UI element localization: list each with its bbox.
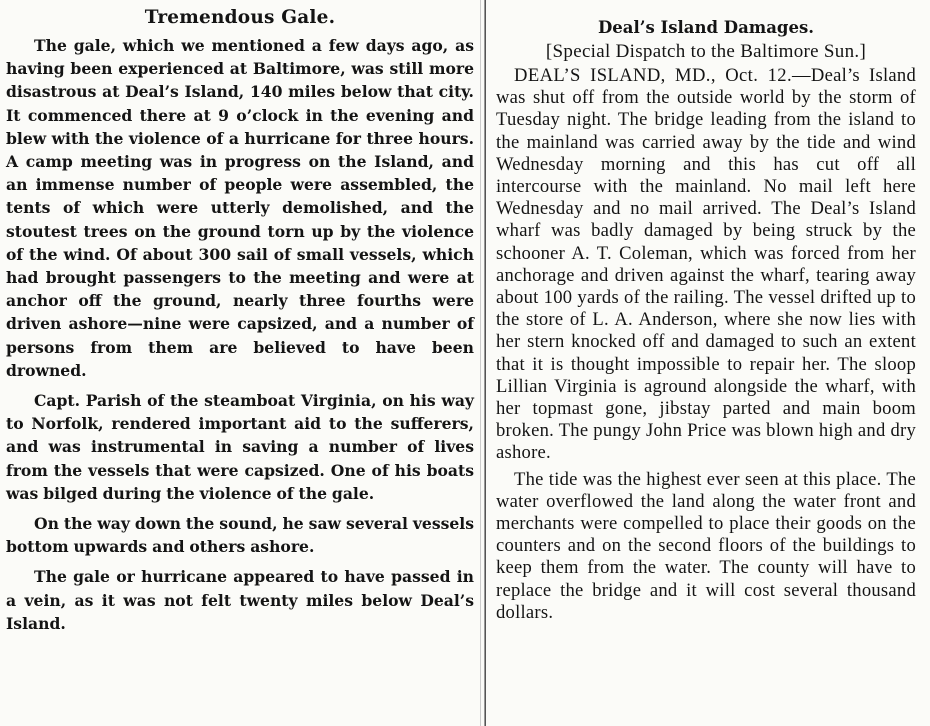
column-divider	[484, 0, 486, 726]
right-column	[488, 0, 930, 726]
left-paragraph-4: The gale or hurricane appeared to have passed in a vein, as it was not felt twenty miles below Deal’s Island.	[6, 567, 474, 633]
right-paragraph-1-body: —Deal’s Island was shut off from the outside world by the storm of Tuesday night. The bridge leading from the island to the mainland was carried away by the tide and wind Wednesday morning and this has cut off all intercourse with the mainland. No mail left here Wednesday and no mail arrived. The Deal’s Island wharf was badly damaged by being struck by the schooner A. T. Coleman, which was forced from her anchorage and driven against the wharf, tearing away about 100 yards of the railing. The vessel drifted up to the store of L. A. Anderson, where she now lies with her stern knocked off and damaged to such an extent that it is thought impossible to repair her. The sloop Lillian Virginia is aground alongside the wharf, with her topmast gone, jibstay parted and main boom broken. The pungy John Price was blown high and dry ashore.	[496, 65, 916, 464]
left-paragraph-3: On the way down the sound, he saw several vessels bottom upwards and others ashore.	[6, 514, 474, 557]
column-rule-shadow	[480, 0, 481, 726]
article-title-deals-island-damages: Deal’s Island Damages.	[597, 18, 814, 37]
dateline: DEAL’S ISLAND, MD., Oct. 12.	[514, 65, 793, 86]
dispatch-credit: [Special Dispatch to the Baltimore Sun.]	[545, 41, 867, 62]
left-paragraph-2: Capt. Parish of the steamboat Virginia, on his way to Norfolk, rendered important aid to the sufferers, and was instrumental in saving a number of lives from the vessels that were capsized. One of his boats was bilged during the violence of the gale.	[6, 391, 474, 503]
right-paragraph-2: The tide was the highest ever seen at this place. The water overflowed the land along the water front and merchants were compelled to place their goods on the counters and on the second floors of the buildings to keep them from the water. The county will have to replace the bridge and it will cost several thousand dollars.	[496, 468, 916, 623]
right-paragraph-1	[496, 65, 916, 465]
article-title-tremendous-gale: Tremendous Gale.	[144, 7, 336, 28]
left-paragraph-1: The gale, which we mentioned a few days ago, as having been experienced at Baltimore, was still more disastrous at Deal’s Island, 140 miles below that city. It commenced there at 9 o’clock in the evening and blew with the violence of a hurricane for three hours. A camp meeting was in progress on the Island, and an immense number of people were assembled, the tents of which were utterly demolished, and the stoutest trees on the ground torn up by the violence of the wind. Of about 300 sail of small vessels, which had brought passengers to the meeting and were at anchor off the ground, nearly three fourths were driven ashore—nine were capsized, and a number of persons from them are believed to have been drowned.	[6, 36, 474, 380]
